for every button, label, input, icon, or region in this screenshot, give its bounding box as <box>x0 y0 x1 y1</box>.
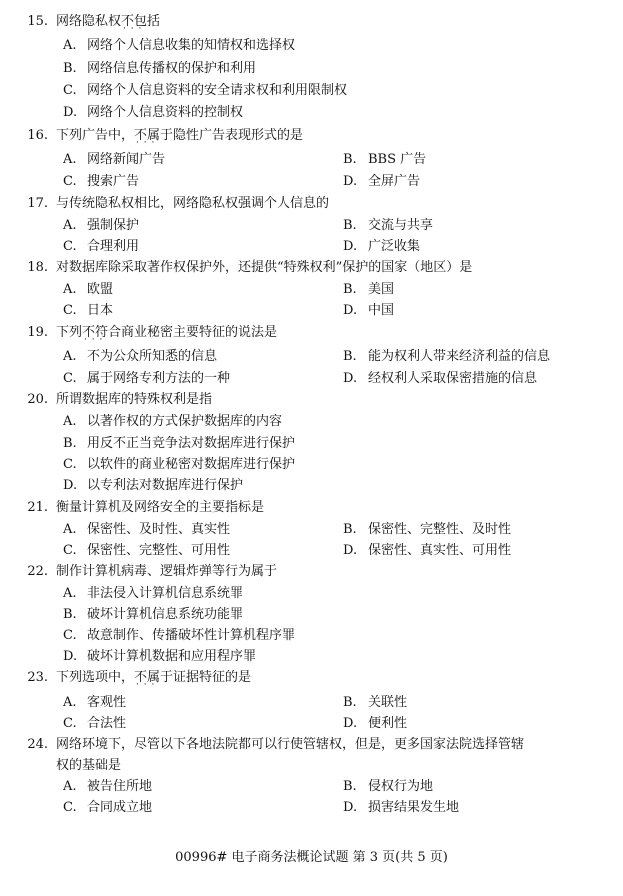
question-number: 23. <box>27 670 48 685</box>
question-number: 24. <box>27 737 48 752</box>
question-text: 下列广告中，不属于 · · ·隐性广告表现形式的是 <box>56 128 303 144</box>
question-number: 20. <box>27 392 48 407</box>
question-text: 网络隐私权不包括 · · · <box>56 14 160 30</box>
question-number: 22. <box>27 564 48 579</box>
question-text: 对数据库除采取著作权保护外，还提供“特殊权利”保护的国家（地区）是 <box>56 260 473 275</box>
question-text: 权的基础是 <box>56 758 122 773</box>
question-text: 制作计算机病毒、逻辑炸弹等行为属于 <box>56 564 278 579</box>
question-number: 21. <box>27 500 48 515</box>
emphasis-dots: 不属于 · · · <box>134 128 173 144</box>
question-number: 15. <box>27 14 48 29</box>
question-number: 18. <box>27 260 48 275</box>
question-number: 19. <box>27 325 48 340</box>
question-text: 网络环境下，尽管以下各地法院都可以行使管辖权，但是，更多国家法院选择管辖 <box>56 737 525 752</box>
question-number: 17. <box>27 196 48 211</box>
emphasis-dots: 不包括 · · · <box>121 14 160 30</box>
emphasis-dots: 不符合 · · · <box>82 325 121 341</box>
emphasis-dots: 不属于 · · · <box>134 670 173 686</box>
page-footer: 00996# 电子商务法概论试题 第 3 页(共 5 页) <box>175 850 448 865</box>
question-text: 下列不符合 · · ·商业秘密主要特征的说法是 <box>56 325 277 341</box>
question-number: 16. <box>27 128 48 143</box>
question-text: 下列选项中，不属于 · · ·证据特征的是 <box>56 670 251 686</box>
question-text: 所谓数据库的特殊权利是指 <box>56 392 213 407</box>
question-text: 衡量计算机及网络安全的主要指标是 <box>56 500 265 515</box>
question-text: 与传统隐私权相比，网络隐私权强调个人信息的 <box>56 196 330 211</box>
